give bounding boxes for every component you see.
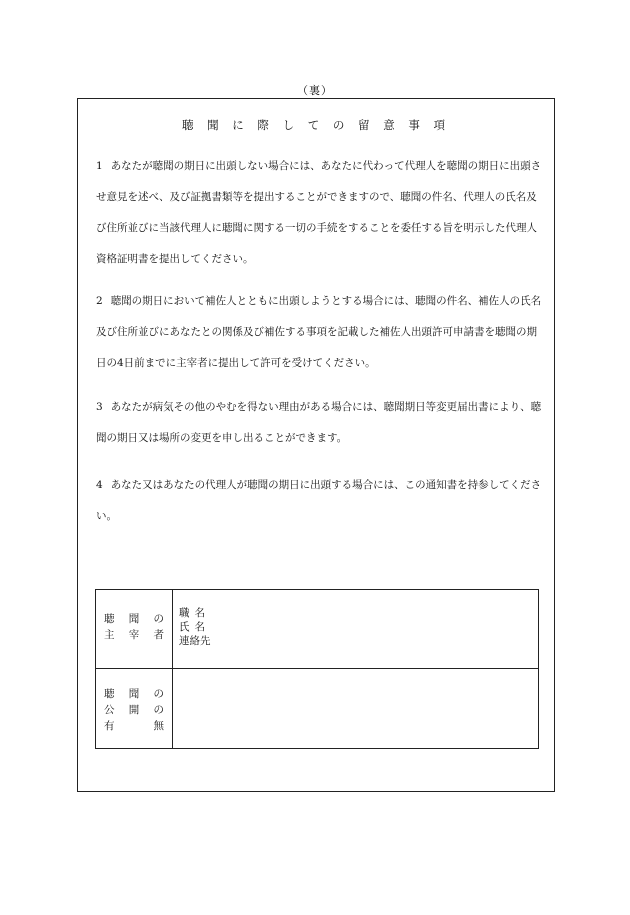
item-number: 3	[96, 401, 103, 413]
notice-item-4	[96, 470, 542, 532]
presider-label-cell	[96, 590, 173, 668]
item-number: 1	[96, 160, 103, 172]
item-number: 2	[96, 295, 103, 307]
presider-row	[96, 590, 538, 669]
item-text: あなたが聴聞の期日に出頭しない場合には、あなたに代わって代理人を聴聞の期日に出頭させ意見を述べ、及び証拠書類等を提出することができますので、聴聞の件名、代理人の氏名及び住所並びに当該代理人に聴聞に関する一切の手続をすることを委任する旨を明示した代理人資格証明書を提出してください。	[96, 160, 542, 265]
notice-item-1	[96, 151, 542, 275]
presider-value-cell	[173, 590, 538, 668]
item-text: あなた又はあなたの代理人が聴聞の期日に出頭する場合には、この通知書を持参してください。	[96, 479, 542, 522]
publicity-value-cell	[173, 669, 538, 748]
notice-item-3	[96, 392, 542, 454]
publicity-row	[96, 669, 538, 748]
notice-frame	[77, 98, 555, 792]
notice-item-2	[96, 286, 542, 379]
item-text: あなたが病気その他のやむを得ない理由がある場合には、聴聞期日等変更届出書により、聴聞の期日又は場所の変更を申し出ることができます。	[96, 401, 542, 444]
presider-name-field: 氏名	[179, 621, 210, 633]
publicity-label-line-1: 聴聞の	[104, 688, 164, 700]
page-side-label: （裏）	[297, 84, 333, 97]
presider-title-field: 職名	[179, 607, 210, 619]
presider-label-line-2: 主宰者	[104, 629, 164, 641]
publicity-label-line-2: 公開の	[104, 704, 164, 716]
publicity-label-line-3: 有無	[104, 720, 164, 732]
item-text: 聴聞の期日において補佐人とともに出頭しようとする場合には、聴聞の件名、補佐人の氏名及び住所並びにあなたとの関係及び補佐する事項を記載した補佐人出頭許可申請書を聴聞の期日の4日前までに主宰者に提出して許可を受けてください。	[96, 295, 542, 369]
presider-label-line-1: 聴聞の	[104, 613, 164, 625]
presider-contact-field: 連絡先	[179, 635, 211, 647]
item-number: 4	[96, 479, 103, 491]
hearing-info-table	[95, 589, 539, 749]
notice-title: 聴 聞 に 際 し て の 留 意 事 項	[181, 118, 451, 132]
publicity-label-cell	[96, 669, 173, 748]
